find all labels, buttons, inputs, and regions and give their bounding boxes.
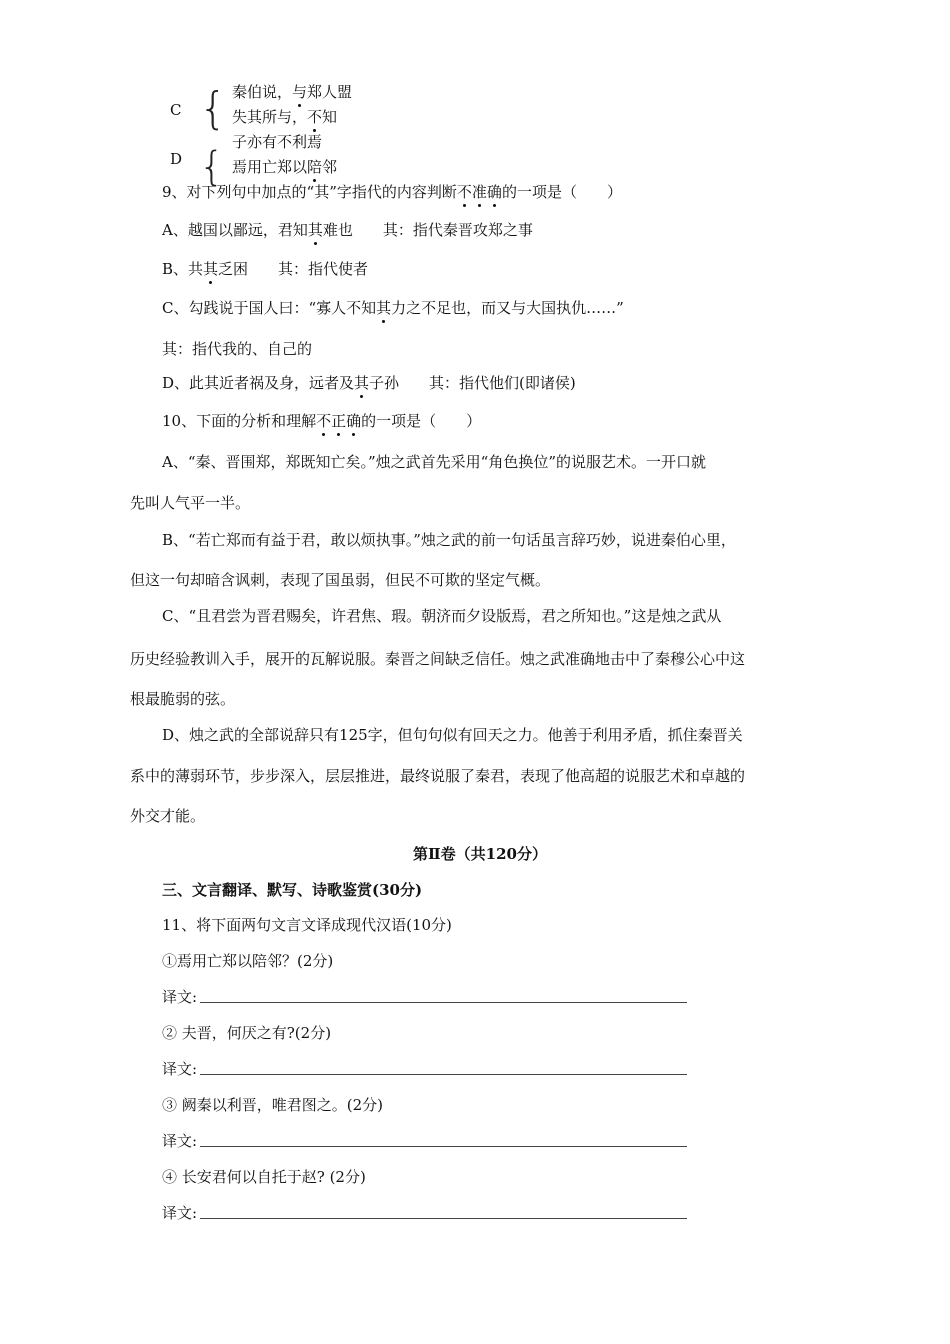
emphasis-char: 与 <box>292 83 308 101</box>
part3-heading: 三、文言翻译、默写、诗歌鉴赏(30分) <box>162 881 423 899</box>
option-c-letter: C <box>170 101 182 119</box>
emphasis-char: 其 <box>354 374 370 392</box>
text: 失其所与， <box>232 108 308 126</box>
emphasis-char: 其 <box>376 299 392 317</box>
emphasis-char: 正 <box>331 412 347 430</box>
q10-stem <box>162 410 481 431</box>
emphasis-char: 其 <box>203 260 219 278</box>
text: 的一项是（ ） <box>361 412 482 430</box>
emphasis-char: 确 <box>346 412 362 430</box>
q11-item-2: ② 夫晋，何厌之有?(2分) <box>162 1024 332 1042</box>
text: 10、下面的分析和理解 <box>162 412 317 430</box>
text: C、勾践说于国人曰：“寡人不知 <box>162 299 377 317</box>
text: 9、对下列句中加点的“其”字指代的内容判断 <box>162 183 457 201</box>
text: 难也 其：指代秦晋攻郑之事 <box>322 221 533 239</box>
option-c-line2 <box>232 106 337 127</box>
emphasis-char: 确 <box>486 183 502 201</box>
text: 乏困 其：指代使者 <box>218 260 369 278</box>
answer-label: 译文: <box>162 1132 198 1150</box>
q10-option-c-line2: 历史经验教训入手，展开的瓦解说服。秦晋之间缺乏信任。烛之武准确地击中了秦穆公心中这 <box>130 650 746 668</box>
q11-item-3: ③ 阙秦以利晋，唯君图之。(2分) <box>162 1096 384 1114</box>
q10-option-d-line2: 系中的薄弱环节，步步深入，层层推进，最终说服了秦君，表现了他高超的说服艺术和卓越的 <box>130 767 746 785</box>
q11-item-4: ④ 长安君何以自托于赵? (2分) <box>162 1168 366 1186</box>
text: 力之不足也，而又与大国执仇……” <box>391 299 624 317</box>
q11-stem: 11、将下面两句文言文译成现代汉语(10分) <box>162 916 452 934</box>
q10-option-a-line2: 先叫人气平一半。 <box>130 494 251 512</box>
option-d-letter: D <box>170 150 183 168</box>
option-d-line2 <box>232 156 337 177</box>
emphasis-char: 准 <box>471 183 487 201</box>
text: A、越国以鄙远，君知 <box>162 221 308 239</box>
q9-option-c-note: 其：指代我的、自己的 <box>162 340 313 358</box>
answer-line-3[interactable] <box>200 1146 687 1147</box>
answer-line-2[interactable] <box>200 1074 687 1075</box>
text: D、此其近者祸及身，远者及 <box>162 374 355 392</box>
q9-option-b <box>162 258 368 279</box>
emphasis-char: 不 <box>456 183 472 201</box>
q10-option-b-line1: B、“若亡郑而有益于君，敢以烦执事。”烛之武的前一句话虽言辞巧妙，说进秦伯心里， <box>162 531 736 549</box>
brace-c: { <box>199 83 227 134</box>
q9-option-a <box>162 219 533 240</box>
answer-line-1[interactable] <box>200 1002 687 1003</box>
q9-stem <box>162 181 622 202</box>
q10-option-c-line3: 根最脆弱的弦。 <box>130 690 236 708</box>
text: 知 <box>322 108 338 126</box>
q11-item-1: ①焉用亡郑以陪邻？(2分) <box>162 952 334 970</box>
q10-option-d-line1: D、烛之武的全部说辞只有125字，但句句似有回天之力。他善于利用矛盾，抓住秦晋关 <box>162 726 743 744</box>
answer-line-4[interactable] <box>200 1218 687 1219</box>
q10-option-c-line1: C、“且君尝为晋君赐矣，许君焦、瑕。朝济而夕设版焉，君之所知也。”这是烛之武从 <box>162 607 722 625</box>
option-c-line1 <box>232 81 352 102</box>
q10-option-d-line3: 外交才能。 <box>130 807 206 825</box>
q10-option-a-line1: A、“秦、晋围郑，郑既知亡矣。”烛之武首先采用“角色换位”的说服艺术。一开口就 <box>162 453 707 471</box>
emphasis-char: 其 <box>307 221 323 239</box>
q9-option-d <box>162 372 576 393</box>
answer-label: 译文: <box>162 1060 198 1078</box>
text: 焉用亡郑以 <box>232 158 308 176</box>
brace-d: { <box>199 144 225 190</box>
answer-label: 译文: <box>162 988 198 1006</box>
q10-option-b-line2: 但这一句却暗含讽刺，表现了国虽弱，但民不可欺的坚定气概。 <box>130 571 551 589</box>
text: 秦伯说， <box>232 83 293 101</box>
emphasis-char: 不 <box>307 108 323 126</box>
q9-option-c <box>162 297 624 318</box>
option-d-line1: 子亦有不利焉 <box>232 133 323 151</box>
answer-label: 译文: <box>162 1204 198 1222</box>
emphasis-char: 陪 <box>307 158 323 176</box>
text: 子孙 其：指代他们(即诸侯) <box>369 374 576 392</box>
text: 邻 <box>322 158 338 176</box>
text: 的一项是（ ） <box>501 183 622 201</box>
text: 郑人盟 <box>307 83 353 101</box>
section-title: 第Ⅱ卷（共120分） <box>413 845 547 863</box>
emphasis-char: 不 <box>316 412 332 430</box>
text: B、共 <box>162 260 204 278</box>
